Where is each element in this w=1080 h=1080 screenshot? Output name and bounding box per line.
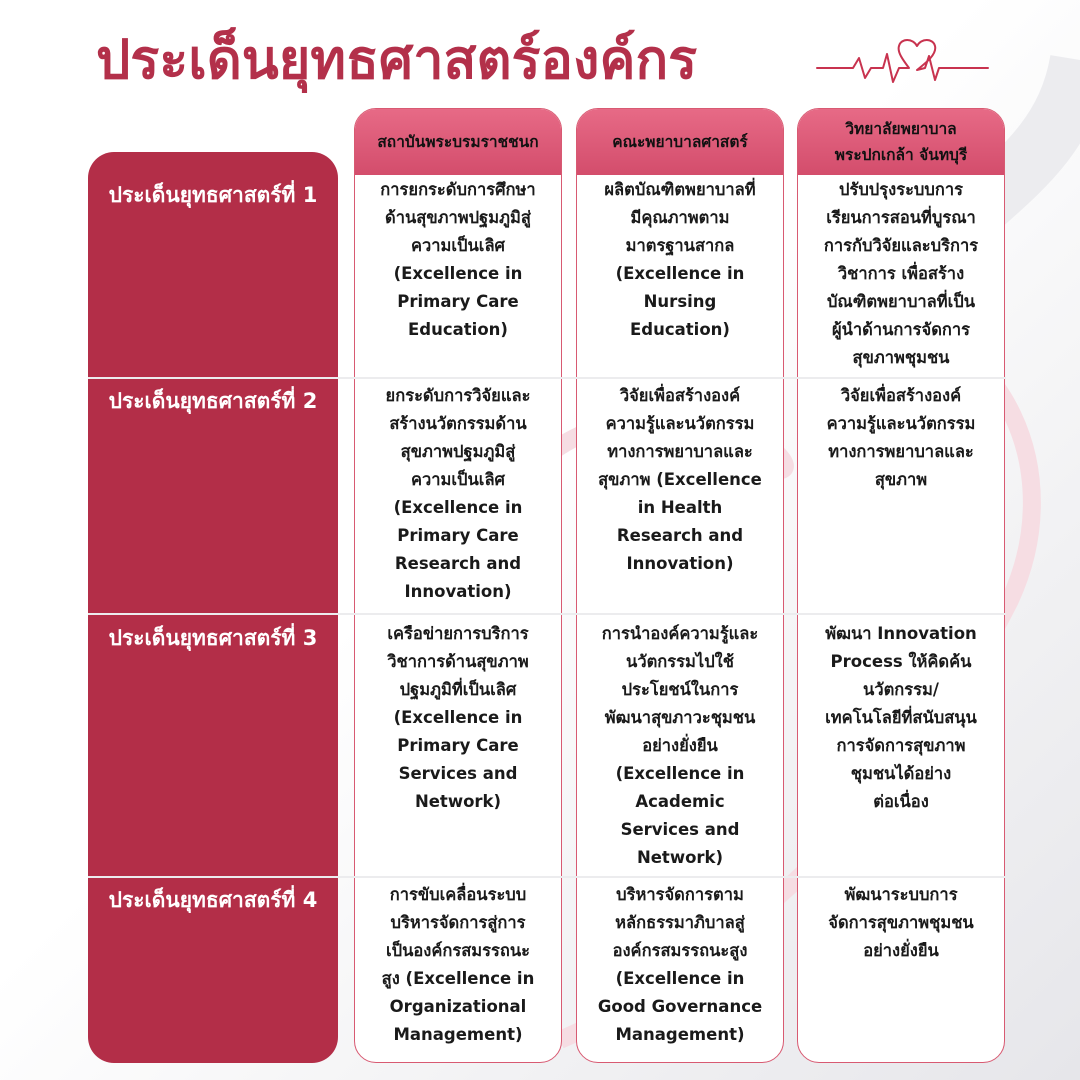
cell-line: การกับวิจัยและบริการ [823,236,979,255]
strategy-label-panel [88,152,338,1063]
cell-line: Services and [620,820,740,839]
column-header [577,109,783,175]
cell-line: สร้างนวัตกรรมด้าน [389,414,527,433]
cell-line: สุขภาพ (Excellence [598,470,762,489]
row-divider [88,377,1006,379]
cell-line: (Excellence in [615,969,745,988]
strategy-label-2: ประเด็นยุทธศาสตร์ที่ 2 [108,389,318,413]
cell-line: ความรู้และนวัตกรรม [826,414,976,433]
cell-line: เรียนการสอนที่บูรณา [826,208,976,227]
cell-line: (Excellence in [615,764,745,783]
cell-line: Primary Care [397,736,519,755]
strategy-cell [580,382,780,578]
cell-line: เป็นองค์กรสมรรถนะ [385,941,531,960]
strategy-cell [358,382,558,606]
strategy-label-3: ประเด็นยุทธศาสตร์ที่ 3 [108,626,318,650]
column-header-line2: พระปกเกล้า จันทบุรี [834,146,968,164]
row-divider [88,613,1006,615]
strategy-cell [580,176,780,344]
cell-line: อย่างยั่งยืน [863,941,939,960]
column-header [355,109,561,175]
cell-line: วิจัยเพื่อสร้างองค์ [619,386,741,405]
cell-line: การยกระดับการศึกษา [380,180,536,199]
cell-line: Education) [630,320,730,339]
cell-line: ปฐมภูมิที่เป็นเลิศ [399,680,517,699]
cell-line: Research and [616,526,744,545]
cell-line: Innovation) [404,582,512,601]
page-title: ประเด็นยุทธศาสตร์องค์กร [96,28,698,91]
cell-line: การจัดการสุขภาพ [836,736,966,755]
cell-line: Services and [398,764,518,783]
cell-line: มาตรฐานสากล [625,236,735,255]
strategy-cell [580,881,780,1049]
cell-line: เครือข่ายการบริการ [387,624,529,643]
cell-line: Good Governance [597,997,763,1016]
cell-line: วิชาการด้านสุขภาพ [387,652,529,671]
cell-line: Management) [615,1025,745,1044]
cell-line: ทางการพยาบาลและ [828,442,974,461]
cell-line: (Excellence in [393,264,523,283]
heartbeat-icon [815,36,990,96]
column-header [798,109,1004,175]
cell-line: ต่อเนื่อง [873,792,929,811]
cell-line: Education) [408,320,508,339]
strategy-cell [358,881,558,1049]
strategy-cell [580,620,780,872]
cell-line: ความเป็นเลิศ [410,470,506,489]
cell-line: ความเป็นเลิศ [410,236,506,255]
cell-line: วิชาการ เพื่อสร้าง [837,264,965,283]
cell-line: ผู้นำด้านการจัดการ [831,320,971,339]
cell-line: Network) [636,848,724,867]
cell-line: Innovation) [626,554,734,573]
cell-line: Process ให้คิดค้น [830,652,972,671]
cell-line: วิจัยเพื่อสร้างองค์ [840,386,962,405]
cell-line: องค์กรสมรรถนะสูง [612,941,748,960]
column-header-label: คณะพยาบาลศาสตร์ [612,133,748,151]
cell-line: in Health [637,498,723,517]
cell-line: สุขภาพ [874,470,928,489]
column-header-line1: วิทยาลัยพยาบาล [845,120,957,138]
cell-line: สุขภาพปฐมภูมิสู่ [400,442,516,461]
strategy-cell [801,176,1001,372]
row-divider [88,876,1006,878]
cell-line: ชุมชนได้อย่าง [850,764,952,783]
cell-line: เทคโนโลยีที่สนับสนุน [825,708,977,727]
strategy-cell [801,881,1001,965]
cell-line: พัฒนา Innovation [825,624,977,643]
cell-line: นวัตกรรมไปใช้ [626,652,734,671]
cell-line: นวัตกรรม/ [863,680,939,699]
cell-line: สูง (Excellence in [381,969,535,988]
cell-line: การขับเคลื่อนระบบ [389,885,527,904]
strategy-cell [358,620,558,816]
cell-line: บัณฑิตพยาบาลที่เป็น [826,292,976,311]
cell-line: บริหารจัดการตาม [616,885,744,904]
column-header-label: สถาบันพระบรมราชชนก [377,133,539,151]
cell-line: Primary Care [397,526,519,545]
cell-line: ผลิตบัณฑิตพยาบาลที่ [604,180,756,199]
cell-line: บริหารจัดการสู่การ [390,913,526,932]
strategy-cell [801,620,1001,816]
cell-line: Management) [393,1025,523,1044]
cell-line: อย่างยั่งยืน [642,736,718,755]
cell-line: Network) [414,792,502,811]
cell-line: จัดการสุขภาพชุมชน [828,913,974,932]
cell-line: Primary Care [397,292,519,311]
cell-line: ทางการพยาบาลและ [607,442,753,461]
cell-line: ด้านสุขภาพปฐมภูมิสู่ [385,208,531,227]
cell-line: ปรับปรุงระบบการ [839,180,963,199]
cell-line: (Excellence in [615,264,745,283]
cell-line: Organizational [389,997,527,1016]
strategy-cell [801,382,1001,494]
strategy-cell [358,176,558,344]
cell-line: ประโยชน์ในการ [621,680,739,699]
cell-line: Research and [394,554,522,573]
cell-line: พัฒนาระบบการ [844,885,958,904]
strategy-label-4: ประเด็นยุทธศาสตร์ที่ 4 [108,888,318,912]
cell-line: Academic [635,792,725,811]
cell-line: การนำองค์ความรู้และ [601,624,759,643]
cell-line: ยกระดับการวิจัยและ [385,386,531,405]
strategy-label-1: ประเด็นยุทธศาสตร์ที่ 1 [108,183,318,207]
cell-line: Nursing [643,292,717,311]
cell-line: สุขภาพชุมชน [852,348,950,367]
cell-line: หลักธรรมาภิบาลสู่ [615,913,745,932]
cell-line: มีคุณภาพตาม [630,208,730,227]
cell-line: (Excellence in [393,498,523,517]
cell-line: ความรู้และนวัตกรรม [605,414,755,433]
cell-line: (Excellence in [393,708,523,727]
cell-line: พัฒนาสุขภาวะชุมชน [604,708,756,727]
